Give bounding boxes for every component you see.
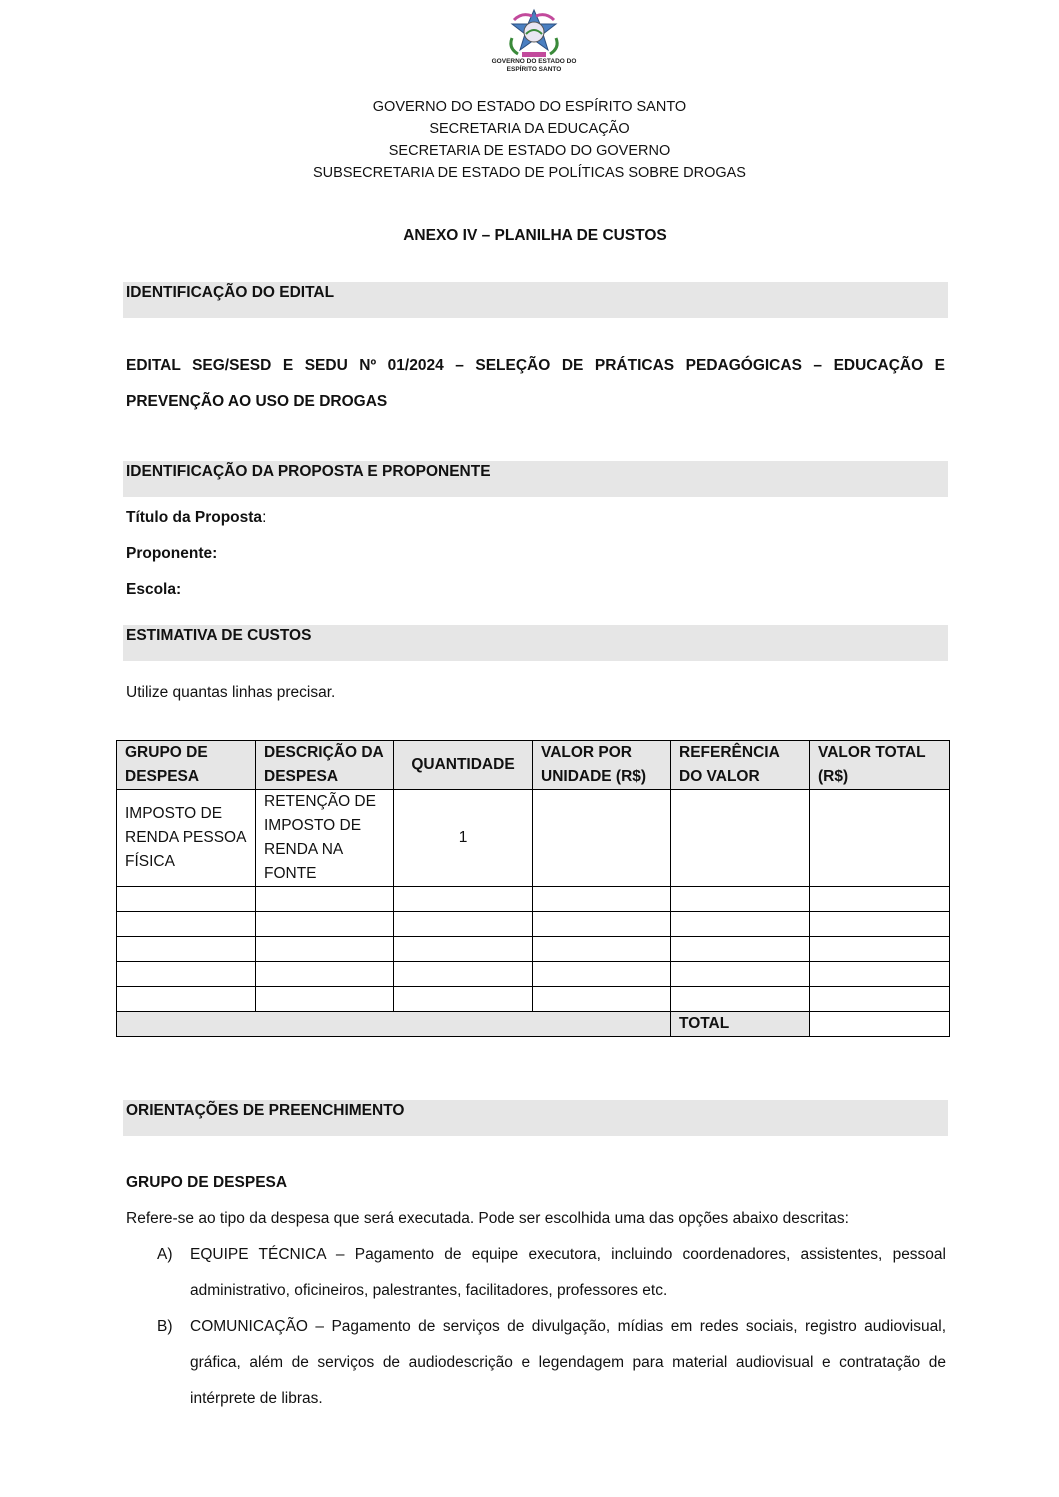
column-header: GRUPO DE DESPESA: [117, 741, 256, 790]
proponent-field: [126, 545, 217, 563]
field-label: Proponente:: [126, 545, 218, 562]
proposal-title-field: Título da Proposta:: [126, 509, 267, 526]
header-line: SECRETARIA DE ESTADO DO GOVERNO: [388, 143, 671, 159]
edital-text: EDITAL SEG/SESD E SEDU Nº 01/2024 – SELEÇÃO DE PRÁTICAS PEDAGÓGICAS – EDUCAÇÃO E PREVENÇÃO AO USO DE DROGAS: [126, 357, 945, 410]
column-header: REFERÊNCIA DO VALOR: [671, 741, 810, 790]
logo-caption: GOVERNO DO ESTADO DO ESPÍRITO SANTO: [491, 58, 577, 73]
table-cell[interactable]: [671, 887, 810, 912]
total-label: TOTAL: [671, 1012, 810, 1037]
section-band-guidelines: [123, 1100, 948, 1136]
table-cell[interactable]: [810, 987, 950, 1012]
section-heading: IDENTIFICAÇÃO DO EDITAL: [126, 284, 335, 301]
helper-text: Utilize quantas linhas precisar.: [126, 684, 336, 701]
column-header: DESCRIÇÃO DA DESPESA: [256, 741, 394, 790]
table-cell[interactable]: RETENÇÃO DE IMPOSTO DE RENDA NA FONTE: [256, 790, 394, 887]
cost-table: [116, 740, 950, 1037]
header-line: SUBSECRETARIA DE ESTADO DE POLÍTICAS SOBRE DROGAS: [313, 165, 746, 181]
section-heading: ORIENTAÇÕES DE PREENCHIMENTO: [126, 1102, 405, 1119]
table-cell[interactable]: [117, 912, 256, 937]
table-cell[interactable]: 1: [394, 790, 533, 887]
table-cell[interactable]: [256, 887, 394, 912]
table-cell[interactable]: [394, 987, 533, 1012]
table-cell[interactable]: [533, 937, 671, 962]
table-cell[interactable]: [394, 937, 533, 962]
table-cell[interactable]: [117, 962, 256, 987]
school-field: [126, 581, 181, 599]
table-cell[interactable]: IMPOSTO DE RENDA PESSOA FÍSICA: [117, 790, 256, 887]
header-line: SECRETARIA DA EDUCAÇÃO: [429, 121, 630, 137]
annex-title: ANEXO IV – PLANILHA DE CUSTOS: [403, 227, 667, 244]
table-cell[interactable]: [533, 962, 671, 987]
section-band-edital: [123, 282, 948, 318]
table-cell[interactable]: [394, 887, 533, 912]
column-header: VALOR TOTAL (R$): [810, 741, 950, 790]
total-spacer-cell: [117, 1012, 671, 1037]
table-row: [117, 887, 950, 912]
table-cell[interactable]: [810, 962, 950, 987]
list-letter: A): [157, 1246, 173, 1263]
table-cell[interactable]: [117, 937, 256, 962]
table-cell[interactable]: [256, 912, 394, 937]
list-item-text: EQUIPE TÉCNICA – Pagamento de equipe executora, incluindo coordenadores, assistentes, pessoal administrativo, oficineiros, palestrantes, facilitadores, professores etc.: [190, 1246, 946, 1299]
table-cell[interactable]: [533, 912, 671, 937]
table-cell[interactable]: [117, 887, 256, 912]
table-cell[interactable]: [533, 887, 671, 912]
table-cell[interactable]: [671, 987, 810, 1012]
list-item: [157, 1309, 946, 1417]
table-total-row: [117, 1012, 950, 1037]
total-value-cell[interactable]: [810, 1012, 950, 1037]
table-cell[interactable]: [394, 962, 533, 987]
table-row: [117, 937, 950, 962]
table-cell[interactable]: [533, 987, 671, 1012]
table-row: [117, 987, 950, 1012]
section-band-costs: [123, 625, 948, 661]
table-row: [117, 912, 950, 937]
table-cell[interactable]: [671, 912, 810, 937]
list-item: [157, 1237, 946, 1309]
expense-options-list: [157, 1237, 946, 1417]
table-cell[interactable]: [810, 937, 950, 962]
table-cell[interactable]: [671, 962, 810, 987]
table-cell[interactable]: [394, 912, 533, 937]
field-label: Escola:: [126, 581, 182, 598]
section-heading: IDENTIFICAÇÃO DA PROPOSTA E PROPONENTE: [126, 463, 491, 480]
table-cell[interactable]: [256, 937, 394, 962]
table-cell[interactable]: [671, 937, 810, 962]
column-header: QUANTIDADE: [394, 741, 533, 790]
subsection-heading: GRUPO DE DESPESA: [126, 1174, 288, 1191]
table-cell[interactable]: [256, 987, 394, 1012]
section-band-proposal: [123, 461, 948, 497]
group-intro-text: Refere-se ao tipo da despesa que será executada. Pode ser escolhida uma das opções abaixo descritas:: [126, 1210, 849, 1227]
table-cell[interactable]: [810, 790, 950, 887]
institution-header: [0, 96, 1059, 184]
list-letter: B): [157, 1318, 173, 1335]
table-header-row: [117, 741, 950, 790]
table-cell[interactable]: [810, 887, 950, 912]
table-cell[interactable]: [256, 962, 394, 987]
table-row: [117, 962, 950, 987]
table-cell[interactable]: [810, 912, 950, 937]
section-heading: ESTIMATIVA DE CUSTOS: [126, 627, 312, 644]
header-line: GOVERNO DO ESTADO DO ESPÍRITO SANTO: [372, 99, 687, 115]
table-row: [117, 790, 950, 887]
list-item-text: COMUNICAÇÃO – Pagamento de serviços de divulgação, mídias em redes sociais, registro audiovisual, gráfica, além de serviços de audiodescrição e legendagem para material audiovisual e contratação de intérprete de libras.: [190, 1318, 946, 1407]
table-cell[interactable]: [533, 790, 671, 887]
table-cell[interactable]: [671, 790, 810, 887]
table-cell[interactable]: [117, 987, 256, 1012]
column-header: VALOR POR UNIDADE (R$): [533, 741, 671, 790]
field-label: Título da Proposta: [126, 509, 263, 526]
